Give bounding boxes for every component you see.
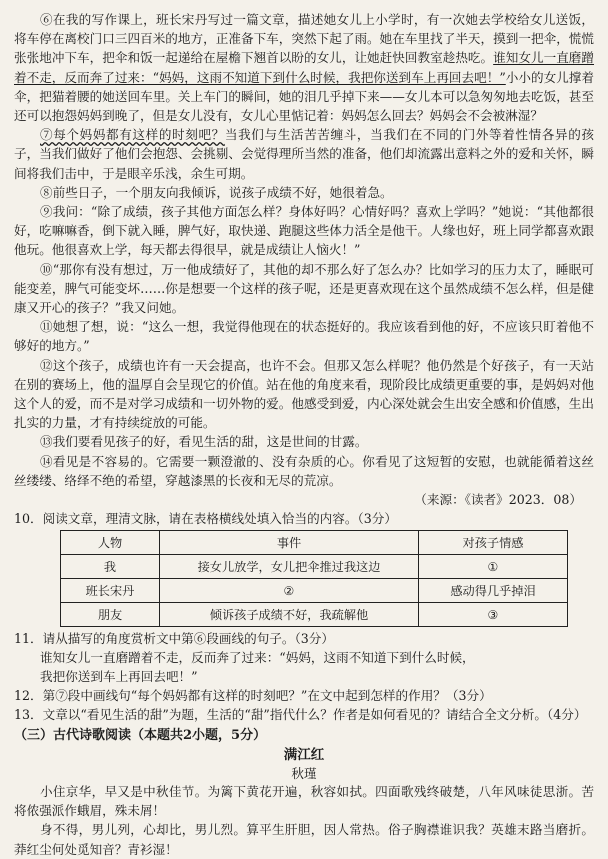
table-row [61,579,568,603]
question-10: 10．阅读文章，理清文脉，请在表格横线处填入恰当的内容。（3分） [14,511,397,527]
poetry-section-heading: （三）古代诗歌阅读（本题共2小题，5分） [14,728,267,744]
answer-table [60,530,568,627]
table-cell: 朋友 [61,603,160,627]
table-cell: 感动得几乎掉泪 [419,579,568,603]
answer-blank-2[interactable]: ② [160,579,419,603]
table-header-cell: 人物 [61,531,160,555]
p7-wavy-sentence: ⑦每个妈妈都有这样的时刻吧？ [40,127,225,143]
paragraph-7 [14,125,594,183]
p6-text-b: 小小的女儿撑着伞，把猫着腰的她送回车里。关上车门的瞬间，她的泪几乎掉下来——女儿本可以急匆匆地去吃饭，甚至还可以抱怨妈妈到晚了，但是女儿没有，女儿心里惦记着：妈妈怎么回去？妈妈会不会被淋湿？ [14,69,594,124]
paragraph-9: ⑨我问：“除了成绩，孩子其他方面怎么样？身体好吗？心情好吗？喜欢上学吗？”她说：“其他都很好，吃嘛嘛香，倒下就入睡，脾气好，取快递、跑腿这些体力活全是他干。人缘也好，班上同学都喜欢跟他玩。他很喜欢上学，每天都去得很早，就是成绩让人恼火！” [14,204,594,258]
question-11-quote-line-1: 谁知女儿一直磨蹭着不走，反而奔了过来：“妈妈，这雨不知道下到什么时候， [40,650,475,666]
table-cell: 倾诉孩子成绩不好，我疏解他 [160,603,419,627]
poem-title: 满江红 [283,747,325,764]
answer-blank-3[interactable]: ③ [419,603,568,627]
question-11: 11．请从描写的角度赏析文中第⑥段画线的句子。（3分） [14,631,334,647]
poem-author: 秋瑾 [291,766,317,782]
paragraph-10: ⑩“那你有没有想过，万一他成绩好了，其他的却不那么好了怎么办？比如学习的压力太了，睡眠可能变差，脾气可能变坏……你是想要一个这样的孩子呢，还是更喜欢现在这个虽然成绩不怎么样，但是健康又开心的孩子？”我又问她。 [14,261,594,316]
article-source: （来源：《读者》2023．08） [414,492,582,508]
table-cell: 我 [61,555,160,579]
paragraph-8: ⑧前些日子，一个朋友向我倾诉，说孩子成绩不好，她很着急。 [40,184,393,200]
paragraph-14: ⑭看见是不容易的。它需要一颗澄澈的、没有杂质的心。你看见了这短暂的安慰，也就能循着这丝丝缕缕、络绎不绝的希望，穿越漆黑的长夜和无尽的荒凉。 [14,453,594,488]
paragraph-6 [14,10,594,125]
answer-blank-1[interactable]: ① [419,555,568,579]
question-12: 12．第⑦段中画线句“每个妈妈都有这样的时刻吧？”在文中起到怎样的作用？（3分） [14,688,492,704]
question-13: 13．文章以“看见生活的甜”为题，生活的“甜”指代什么？作者是如何看见的？请结合全文分析。（4分） [14,707,587,723]
table-header-cell: 事件 [160,531,419,555]
table-row [61,603,568,627]
table-cell: 班长宋丹 [61,579,160,603]
p6-underlined-sentence: 谁知女儿一直磨蹭着不走，反而奔了过来：“妈妈，这雨不知道下到什么时候，我把你送到车上再回去吧！” [14,50,595,85]
p7-text: 当我们与生活苦苦缠斗，当我们在不同的门外等着性情各异的孩子，当我们做好了他们会抱怨、会挑剔、会觉得理所当然的准备，他们却流露出意料之外的爱和关怀，瞬间将我们击中，于是眼辛乐浅，余生可期。 [14,127,595,181]
question-11-quote-line-2: 我把你送到车上再回去吧！” [40,669,198,685]
table-cell: 接女儿放学，女儿把伞推过我这边 [160,555,419,579]
table-header-cell: 对孩子情感 [419,531,568,555]
paragraph-13: ⑬我们要看见孩子的好，看见生活的甜，这是世间的甘露。 [40,434,368,450]
p6-text-a: ⑥在我的写作课上，班长宋丹写过一篇文章，描述她女儿上小学时，有一次她去学校给女儿送饭，将车停在离校门口三四百米的地方，正准备下车，突然下起了雨。她在车里找了半天，摸到一把伞，慌慌张张地冲下车，把伞和饭一起递给在屋檐下翘首以盼的女儿，让她赶快回教室趁热吃。 [14,12,594,66]
poem-stanza-2: 身不得，男儿列，心却比，男儿烈。算平生肝胆，因人常热。俗子胸襟谁识我？英雄末路当磨折。莽红尘何处觅知音？青衫湿！ [14,822,594,857]
paragraph-11: ⑪她想了想，说：“这么一想，我觉得他现在的状态挺好的。我应该看到他的好，不应该只盯着他不够好的地方。” [14,319,594,354]
table-row [61,555,568,579]
paragraph-12: ⑫这个孩子，成绩也许有一天会提高，也许不会。但那又怎么样呢？他仍然是个好孩子，有一天站在别的赛场上，他的温厚自会呈现它的价值。站在他的角度来看，现阶段比成绩更重要的事，是妈妈对他这个人的爱，而不是对学习成绩和一切外物的爱。他感受到爱，内心深处就会生出安全感和价值感，生出扎实的力量，才有持续绽放的可能。 [14,357,594,431]
poem-stanza-1: 小住京华，早又是中秋佳节。为篱下黄花开遍，秋容如拭。四面歌残终破楚，八年风味徒思浙。苦将侬强派作蛾眉，殊未屑！ [14,784,594,819]
table-header-row [61,531,568,555]
